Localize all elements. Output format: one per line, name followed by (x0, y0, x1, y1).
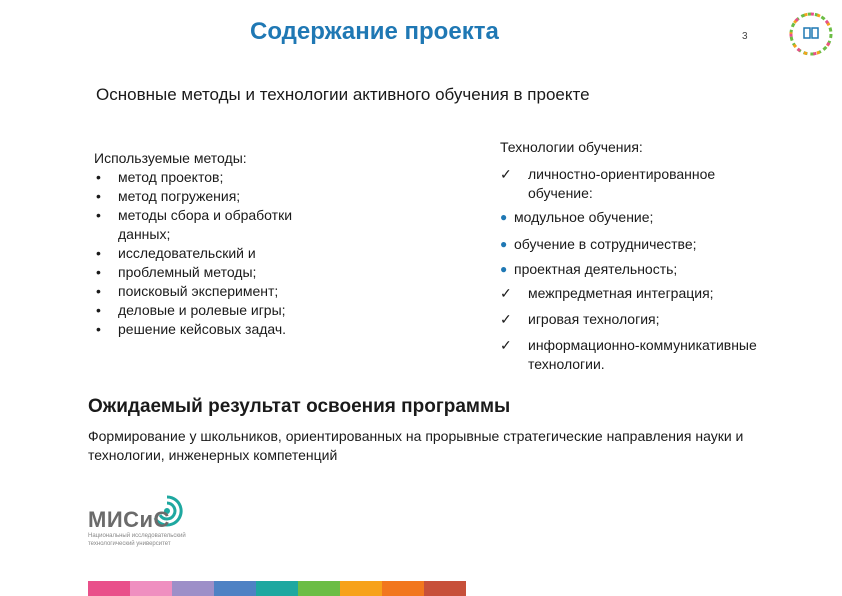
brand-subtitle: Национальный исследовательский (88, 533, 186, 539)
list-item: ✓ информационно-коммуникативные технологии. (500, 337, 757, 372)
page-number: 3 (742, 31, 748, 42)
color-strip-segment (340, 581, 382, 596)
color-strip-segment (130, 581, 172, 596)
color-strip-segment (214, 581, 256, 596)
check-icon: ✓ (500, 337, 512, 353)
result-text: Формирование у школьников, ориентированных на прорывные стратегические направления науки и технологии, инженерных компетенций (88, 428, 744, 463)
bullet-dot-icon: ● (500, 262, 508, 276)
list-item: ✓ личностно-ориентированное обучение: (500, 166, 716, 201)
list-item: ✓ игровая технология; (500, 311, 660, 327)
list-item: • проблемный методы; (96, 264, 257, 280)
section-subtitle: Основные методы и технологии активного обучения в проекте (96, 85, 590, 104)
result-heading: Ожидаемый результат освоения программы (88, 396, 511, 417)
list-item: • поисковый эксперимент; (96, 283, 279, 299)
book-icon (787, 10, 835, 58)
bullet-dot-icon: ● (500, 237, 508, 251)
page-title: Содержание проекта (250, 18, 499, 45)
color-strip-segment (88, 581, 130, 596)
color-strip-segment (256, 581, 298, 596)
list-item: ✓ межпредметная интеграция; (500, 285, 714, 301)
list-item: ● обучение в сотрудничестве; (500, 236, 697, 252)
list-item: • методы сбора и обработки данных; (96, 207, 293, 242)
list-item: • метод погружения; (96, 188, 241, 204)
check-icon: ✓ (500, 311, 512, 327)
list-item: • решение кейсовых задач. (96, 321, 287, 337)
list-item: ● модульное обучение; (500, 209, 654, 225)
brand-name: МИСиС (88, 507, 170, 532)
bullet-dot-icon: ● (500, 210, 508, 224)
color-strip-segment (382, 581, 424, 596)
color-strip-segment (298, 581, 340, 596)
check-icon: ✓ (500, 285, 512, 301)
list-item: • исследовательский и (96, 245, 256, 261)
methods-list (94, 149, 354, 339)
list-item: • деловые и ролевые игры; (96, 302, 286, 318)
methods-heading: Используемые методы: (94, 150, 247, 166)
color-strip-segment (172, 581, 214, 596)
technologies-heading: Технологии обучения: (500, 139, 643, 155)
brand-subtitle: технологический университет (88, 541, 171, 547)
color-strip (88, 581, 466, 596)
check-icon: ✓ (500, 166, 512, 182)
color-strip-segment (424, 581, 466, 596)
list-item: • метод проектов; (96, 169, 224, 185)
list-item: ● проектная деятельность; (500, 261, 678, 277)
